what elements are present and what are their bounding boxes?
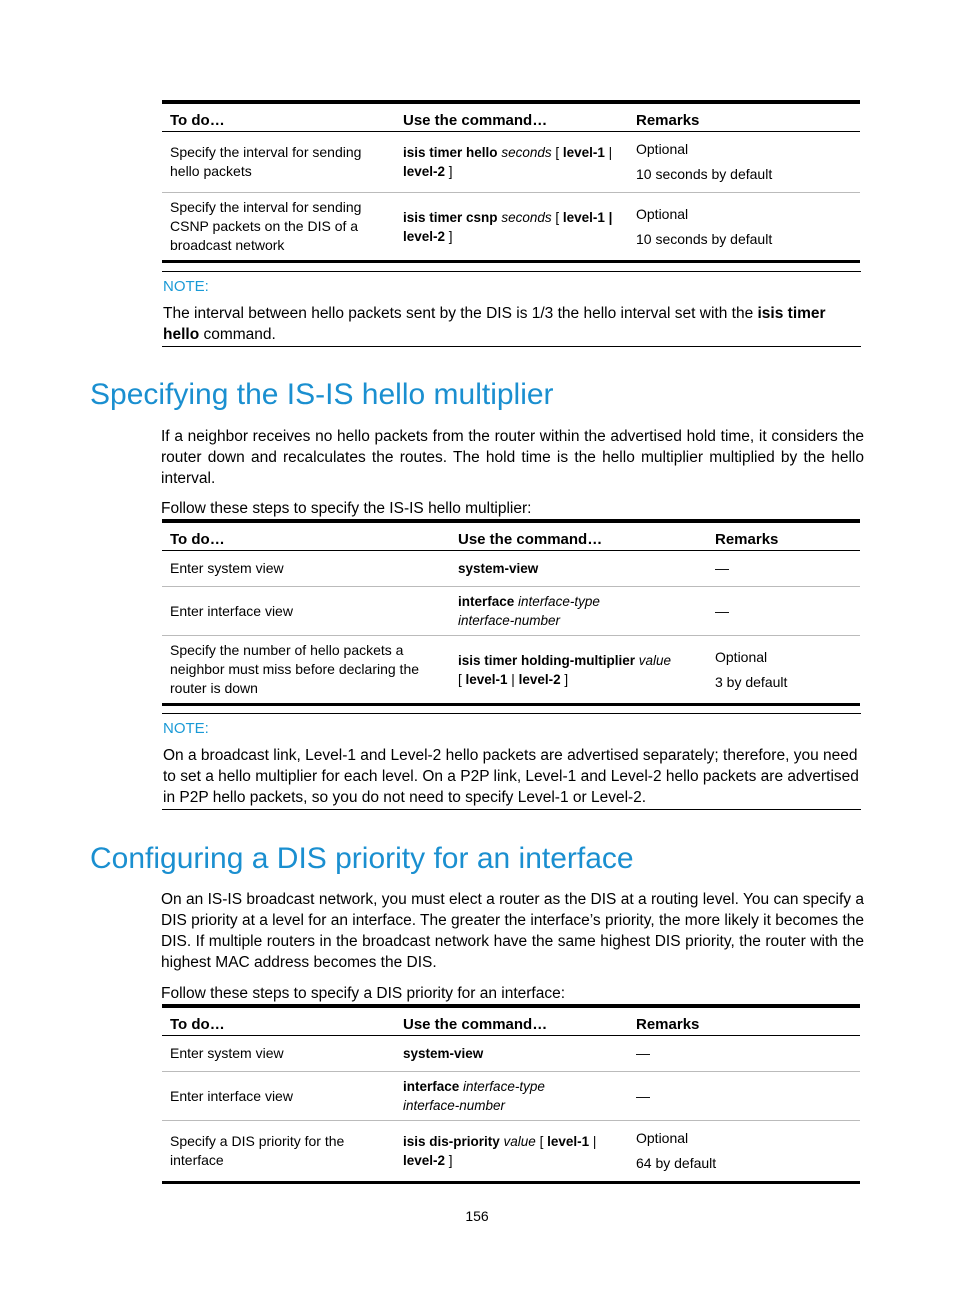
table-row xyxy=(162,587,860,636)
section-heading: Specifying the IS-IS hello multiplier xyxy=(90,378,554,411)
remark-line: Optional xyxy=(636,205,689,222)
column-header-todo: To do… xyxy=(170,112,225,129)
remarks-cell xyxy=(628,1036,860,1072)
column-header-todo: To do… xyxy=(170,1016,225,1033)
column-header-remarks: Remarks xyxy=(715,531,779,548)
remarks-cell xyxy=(628,193,860,262)
remarks-cell xyxy=(628,1121,860,1183)
remarks-cell xyxy=(707,587,860,636)
column-header-remarks: Remarks xyxy=(636,112,700,129)
todo-cell: Enter interface view xyxy=(170,1087,293,1104)
todo-cell: Specify the interval for sending hello packets xyxy=(170,144,362,179)
command-cell: interface interface-type interface-number xyxy=(458,594,600,628)
remark-line: Optional xyxy=(636,141,689,157)
column-header-todo: To do… xyxy=(170,531,225,548)
todo-cell: Specify a DIS priority for the interface xyxy=(170,1133,345,1168)
remark-line: — xyxy=(715,560,729,576)
todo-cell: Enter system view xyxy=(170,1045,284,1061)
remark-line: Optional xyxy=(636,1130,689,1146)
column-header-command: Use the command… xyxy=(403,112,548,129)
remarks-cell xyxy=(628,1072,860,1121)
todo-cell: Enter system view xyxy=(170,560,284,576)
remarks-cell xyxy=(628,132,860,193)
remark-line: — xyxy=(636,1087,650,1104)
command-cell: interface interface-type interface-number xyxy=(403,1079,545,1113)
command-cell: system-view xyxy=(403,1046,484,1061)
todo-cell: Enter interface view xyxy=(170,602,293,619)
command-cell: isis timer holding-multiplier value [ level-1 | level-2 ] xyxy=(458,652,672,687)
table-row xyxy=(162,1121,860,1183)
remarks-cell xyxy=(707,551,860,587)
table-row xyxy=(162,636,860,705)
note-text: The interval between hello packets sent by the DIS is 1/3 the hello interval set with the isis timer hello command. xyxy=(163,305,826,343)
note-box xyxy=(162,713,861,810)
remark-line: 10 seconds by default xyxy=(636,230,773,247)
table-row xyxy=(162,551,860,587)
remark-line: Optional xyxy=(715,648,768,665)
note-text: On a broadcast link, Level-1 and Level-2 hello packets are advertised separately; therefore, you need to set a hello multiplier for each level. On a P2P link, Level-1 and Level-2 hello packets are advertised in P2P hello packets, so you do not need to specify Level-1 or Level-2. xyxy=(163,747,859,806)
page-number: 156 xyxy=(465,1208,489,1224)
body-paragraph: If a neighbor receives no hello packets from the router within the advertised hold time, it considers the router down and recalculates the routes. The hold time is the hello multiplier multiplied by the hello interval. xyxy=(161,428,864,487)
remarks-cell xyxy=(707,636,860,705)
remark-line: — xyxy=(715,602,729,619)
command-cell: isis timer csnp seconds [ level-1 | level-2 ] xyxy=(403,209,613,244)
command-cell: isis dis-priority value [ level-1 | level-2 ] xyxy=(403,1134,597,1168)
command-cell: system-view xyxy=(458,561,539,576)
table-row xyxy=(162,1072,860,1121)
todo-cell: Specify the interval for sending CSNP packets on the DIS of a broadcast network xyxy=(170,199,362,253)
table-row xyxy=(162,193,860,262)
table-row xyxy=(162,1036,860,1072)
hello-multiplier-table xyxy=(162,519,860,706)
todo-cell: Specify the number of hello packets a neighbor must miss before declaring the router is down xyxy=(170,642,420,696)
command-cell: isis timer hello seconds [ level-1 | level-2 ] xyxy=(403,145,613,179)
table-row xyxy=(162,132,860,193)
note-label: NOTE: xyxy=(163,278,209,295)
section-heading: Configuring a DIS priority for an interface xyxy=(90,842,634,875)
dis-priority-table xyxy=(162,1004,860,1184)
steps-intro: Follow these steps to specify the IS-IS hello multiplier: xyxy=(161,500,532,517)
note-box xyxy=(162,271,861,347)
column-header-command: Use the command… xyxy=(403,1016,548,1033)
remark-line: 10 seconds by default xyxy=(636,166,773,182)
column-header-remarks: Remarks xyxy=(636,1016,700,1033)
note-label: NOTE: xyxy=(163,720,209,737)
remark-line: 64 by default xyxy=(636,1155,717,1171)
body-paragraph: On an IS-IS broadcast network, you must elect a router as the DIS at a routing level. You can specify a DIS priority at a level for an interface. The greater the interface’s priority, the more likely it becomes the DIS. If multiple routers in the broadcast network have the same highest DIS priority, the router with the highest MAC address becomes the DIS. xyxy=(161,891,864,971)
steps-intro: Follow these steps to specify a DIS priority for an interface: xyxy=(161,985,566,1002)
hello-interval-table xyxy=(162,100,860,263)
column-header-command: Use the command… xyxy=(458,531,603,548)
remark-line: — xyxy=(636,1045,650,1061)
remark-line: 3 by default xyxy=(715,673,788,690)
